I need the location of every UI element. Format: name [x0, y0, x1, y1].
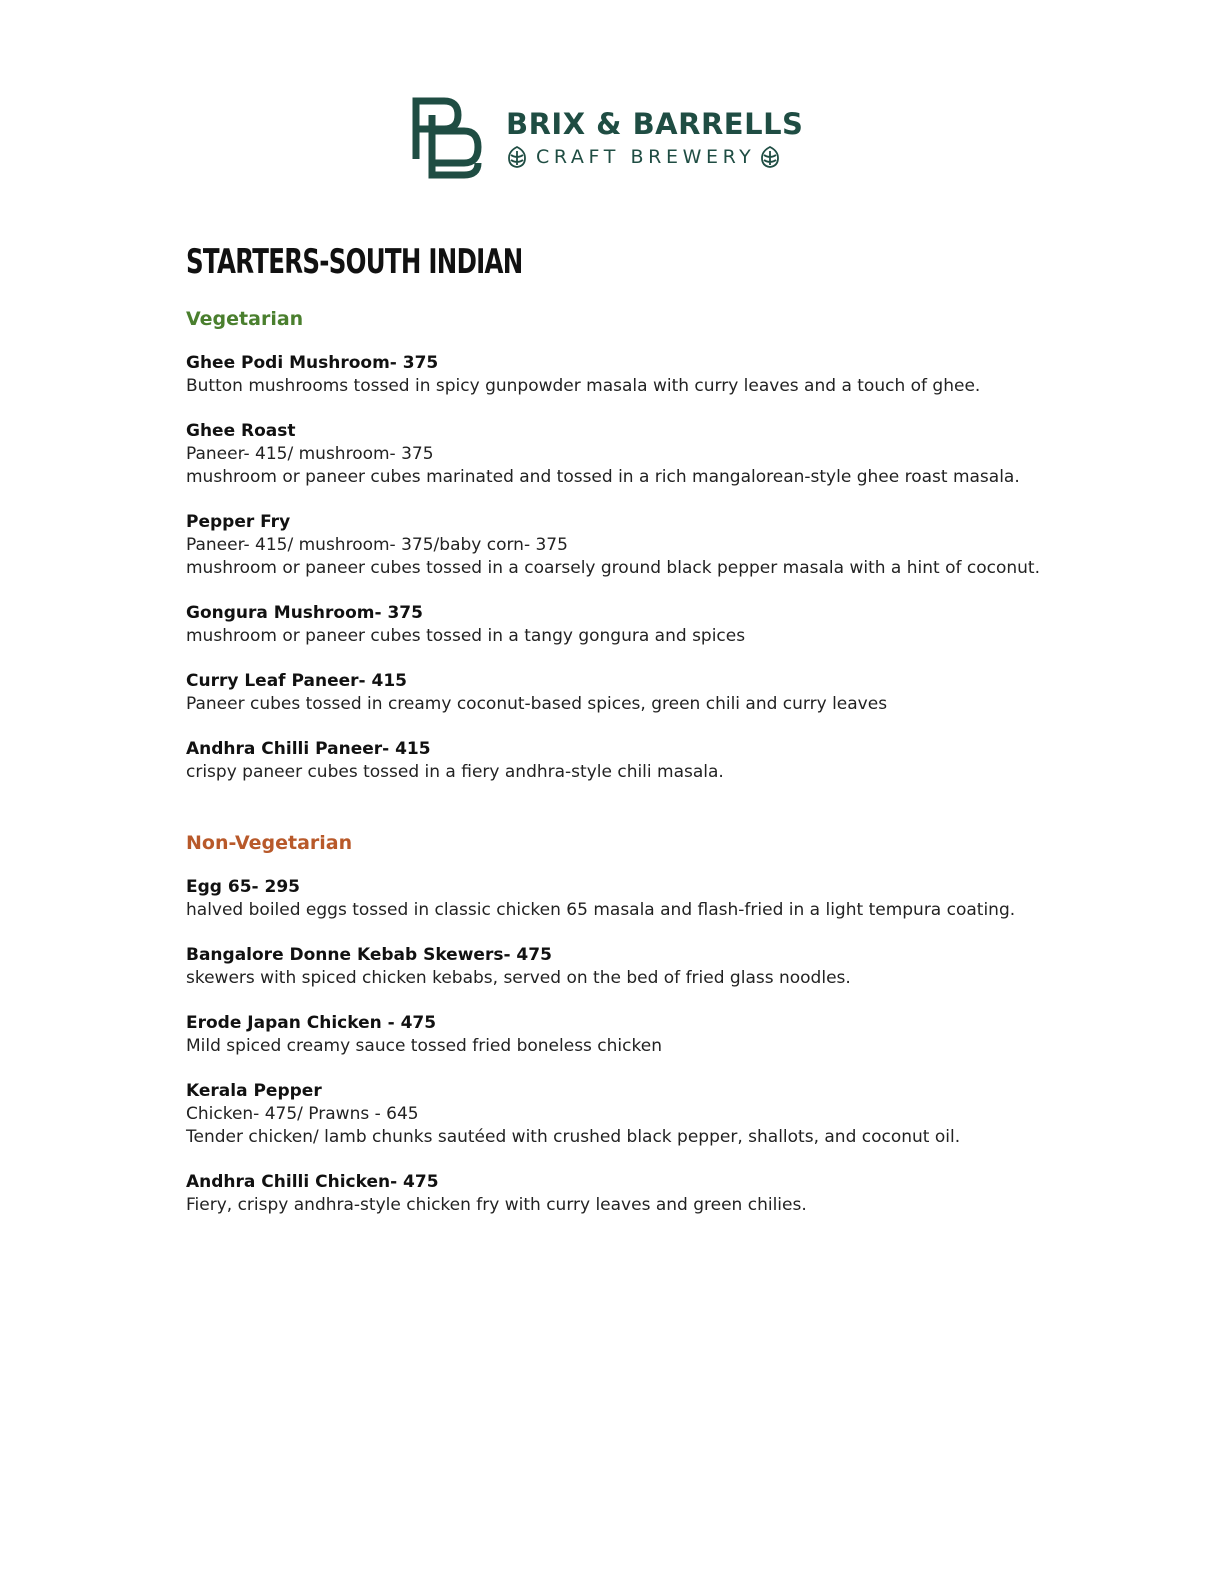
- menu-item-name: Andhra Chilli Paneer- 415: [186, 739, 431, 759]
- menu-item: [186, 602, 1046, 648]
- menu-item-name: Andhra Chilli Chicken- 475: [186, 1172, 439, 1192]
- menu-item-name: Kerala Pepper: [186, 1081, 322, 1101]
- section-heading-vegetarian: Vegetarian: [186, 308, 304, 330]
- bb-monogram-icon: [410, 97, 482, 179]
- vegetarian-item-list: [186, 352, 1046, 784]
- menu-item: [186, 420, 1046, 489]
- menu-item: [186, 511, 1046, 580]
- menu-item-name: Egg 65- 295: [186, 877, 300, 897]
- hop-icon: [759, 145, 781, 169]
- menu-item-prices: Paneer- 415/ mushroom- 375/baby corn- 375: [186, 535, 568, 555]
- brand-tagline: CRAFT BREWERY: [536, 146, 756, 168]
- menu-item-description: mushroom or paneer cubes tossed in a tangy gongura and spices: [186, 626, 746, 646]
- menu-item-description: halved boiled eggs tossed in classic chicken 65 masala and flash-fried in a light tempura coating.: [186, 900, 1016, 920]
- menu-item-description: Tender chicken/ lamb chunks sautéed with crushed black pepper, shallots, and coconut oil.: [186, 1127, 961, 1147]
- menu-item: [186, 352, 1046, 398]
- menu-item-description: Paneer cubes tossed in creamy coconut-based spices, green chili and curry leaves: [186, 694, 888, 714]
- menu-item: [186, 670, 1046, 716]
- menu-item-description: skewers with spiced chicken kebabs, served on the bed of fried glass noodles.: [186, 968, 851, 988]
- brand-name: BRIX & BARRELLS: [506, 107, 804, 141]
- non-vegetarian-item-list: [186, 876, 1046, 1217]
- menu-item-name: Erode Japan Chicken - 475: [186, 1013, 437, 1033]
- menu-item-prices: Paneer- 415/ mushroom- 375: [186, 444, 434, 464]
- menu-item-description: Fiery, crispy andhra-style chicken fry with curry leaves and green chilies.: [186, 1195, 807, 1215]
- menu-item-description: Mild spiced creamy sauce tossed fried boneless chicken: [186, 1036, 662, 1056]
- section-heading-non-vegetarian: Non-Vegetarian: [186, 832, 353, 854]
- menu-item-name: Curry Leaf Paneer- 415: [186, 671, 407, 691]
- hop-icon: [506, 145, 528, 169]
- menu-item-name: Gongura Mushroom- 375: [186, 603, 423, 623]
- brand-logo: [410, 96, 810, 180]
- brand-subline: [506, 145, 803, 169]
- menu-item: [186, 1012, 1046, 1058]
- menu-item-prices: Chicken- 475/ Prawns - 645: [186, 1104, 419, 1124]
- menu-content: [186, 238, 1046, 1239]
- menu-item-description: mushroom or paneer cubes marinated and tossed in a rich mangalorean-style ghee roast masala.: [186, 467, 1020, 487]
- menu-item-name: Ghee Podi Mushroom- 375: [186, 353, 439, 373]
- menu-item-name: Ghee Roast: [186, 421, 296, 441]
- menu-item: [186, 876, 1046, 922]
- menu-item: [186, 944, 1046, 990]
- menu-item-name: Bangalore Donne Kebab Skewers- 475: [186, 945, 552, 965]
- menu-item-description: Button mushrooms tossed in spicy gunpowder masala with curry leaves and a touch of ghee.: [186, 376, 981, 396]
- menu-item: [186, 738, 1046, 784]
- menu-item-description: crispy paneer cubes tossed in a fiery andhra-style chili masala.: [186, 762, 724, 782]
- menu-item: [186, 1171, 1046, 1217]
- menu-item: [186, 1080, 1046, 1149]
- page-title: STARTERS-SOUTH INDIAN: [186, 242, 523, 282]
- menu-item-description: mushroom or paneer cubes tossed in a coarsely ground black pepper masala with a hint of coconut.: [186, 558, 1040, 578]
- menu-item-name: Pepper Fry: [186, 512, 291, 532]
- brand-text: [506, 107, 803, 169]
